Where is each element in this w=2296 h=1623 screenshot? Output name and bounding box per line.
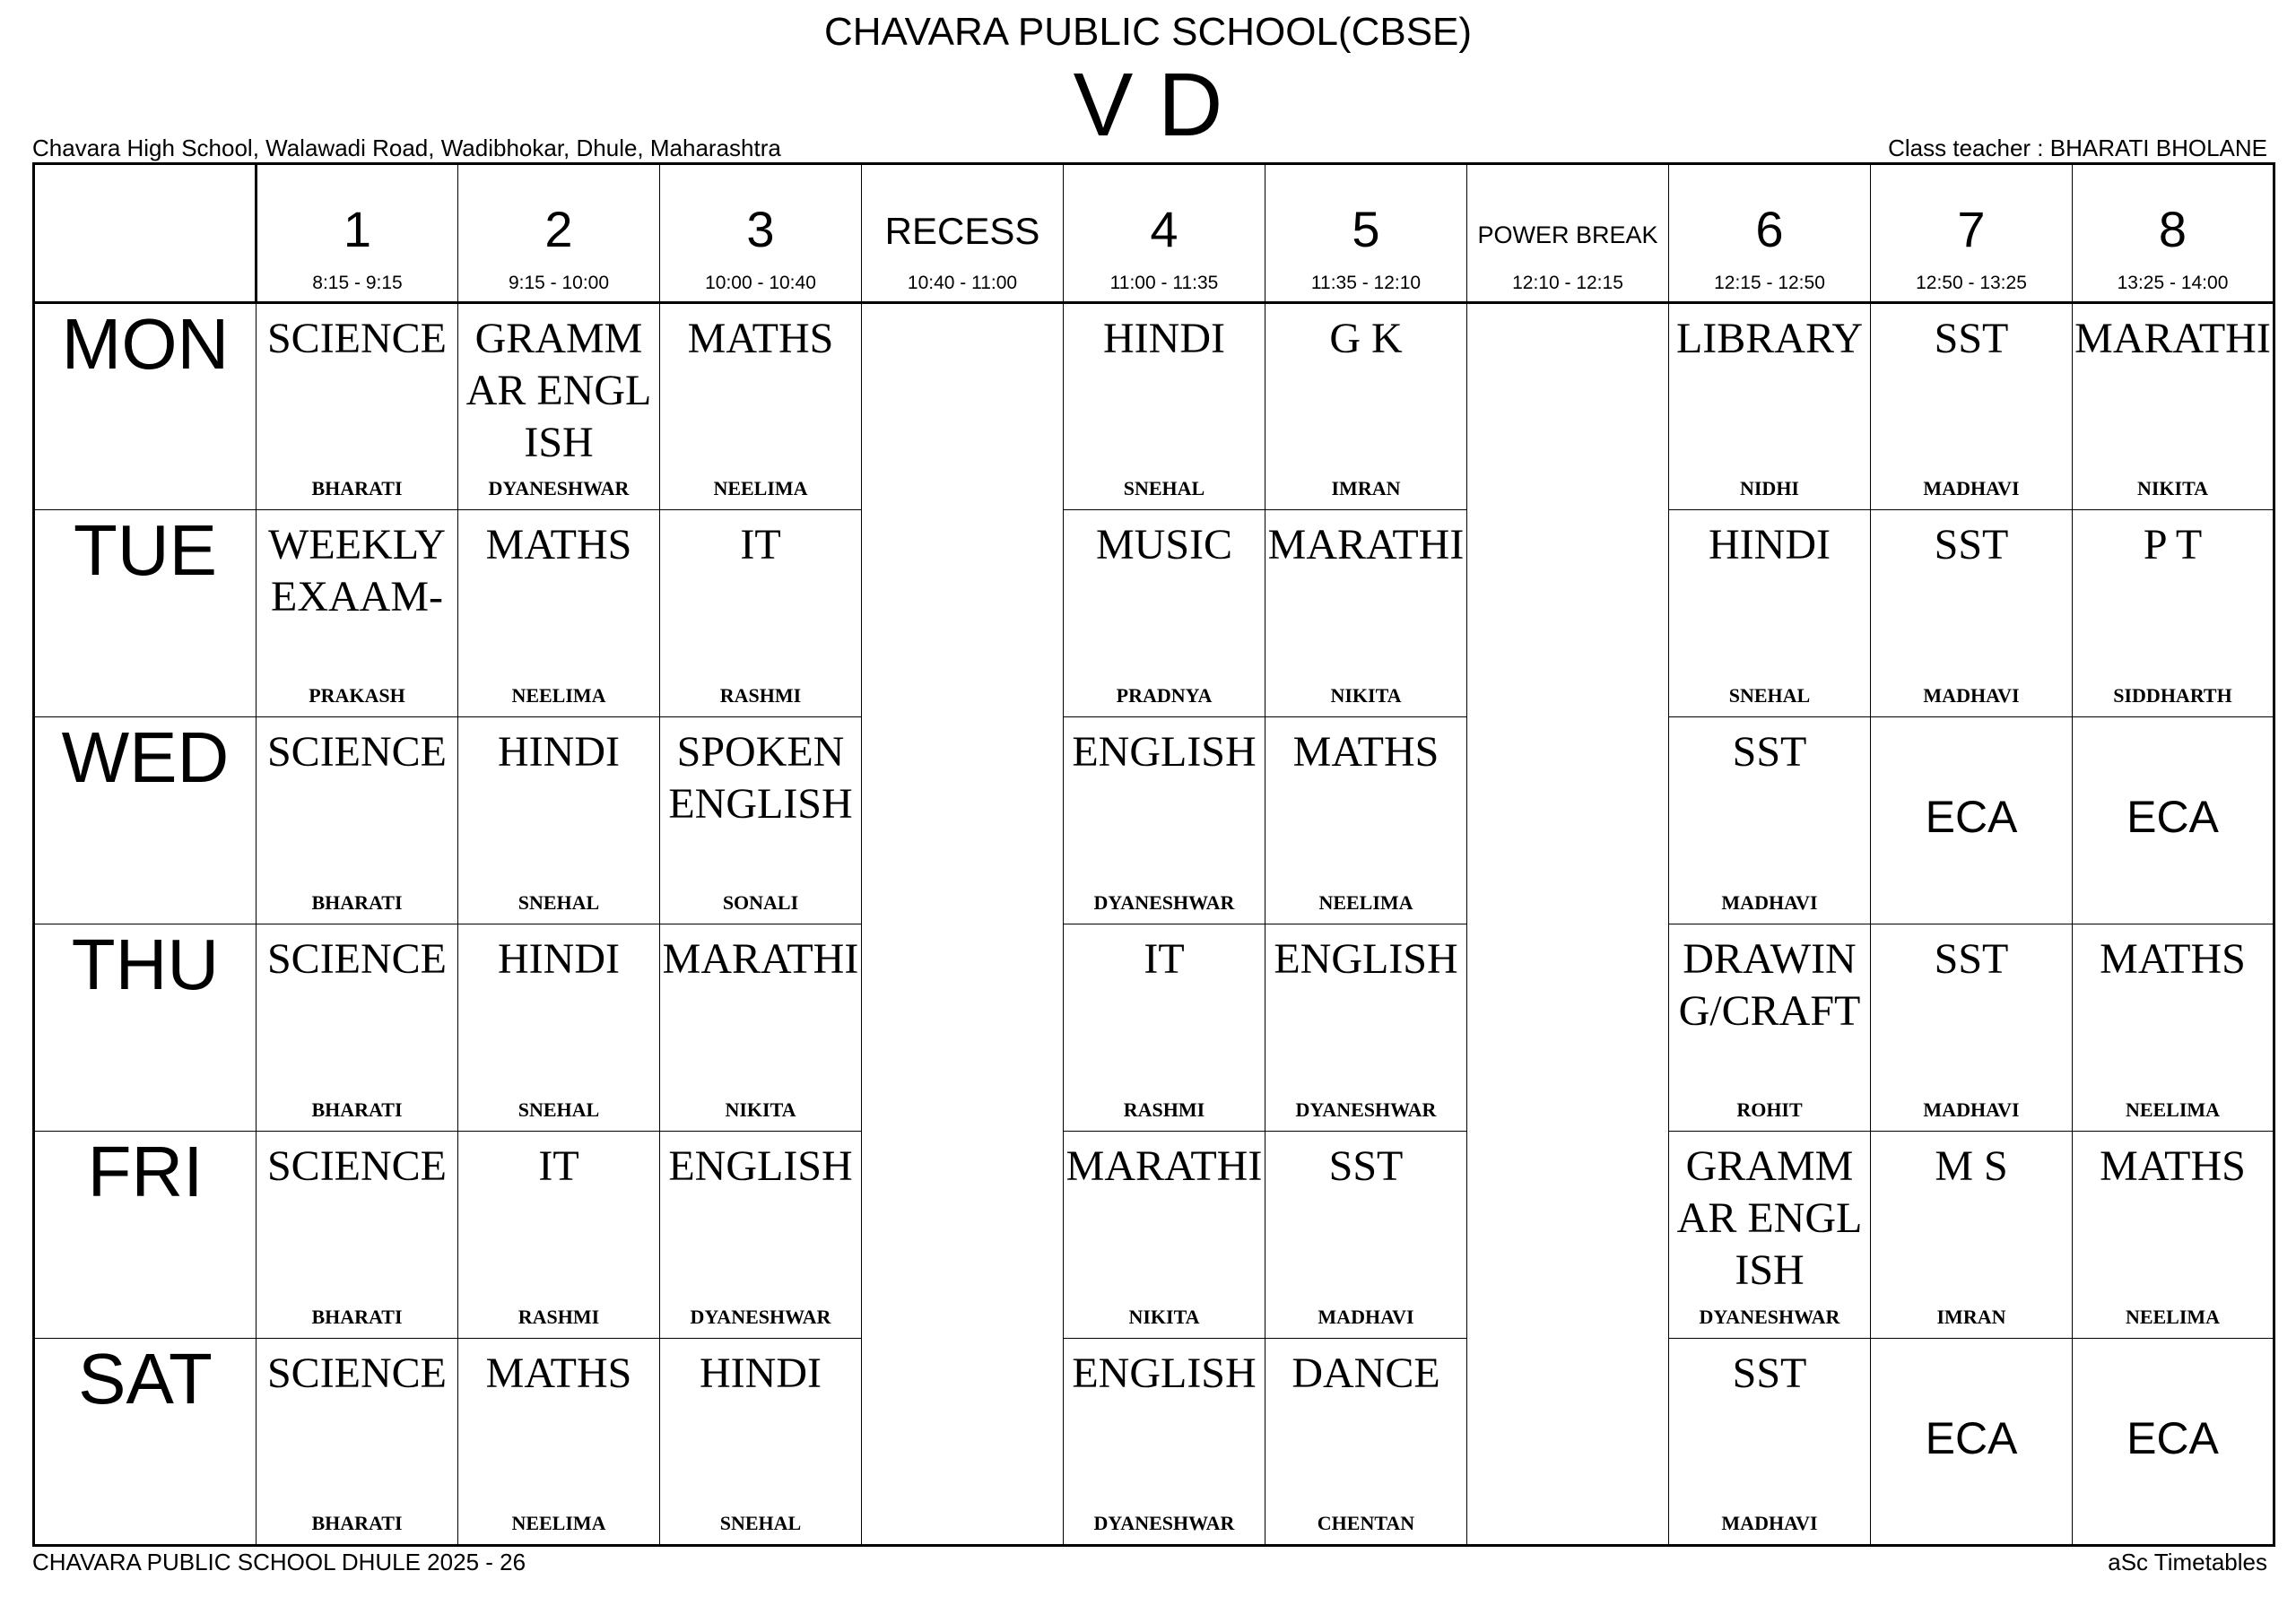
subject-name: SST [1934,521,2009,568]
teacher-name: MADHAVI [1923,684,2020,707]
lesson-cell [458,1132,660,1339]
subject-name: DANCE [1292,1350,1440,1397]
subject-name: MATHS [485,1350,632,1397]
class-teacher: Class teacher : BHARATI BHOLANE [1888,135,2267,161]
period-time: 13:25 - 14:00 [2117,273,2229,293]
lesson-cell [2073,924,2274,1132]
lesson-cell [458,303,660,510]
subject-name: HINDI [498,728,620,776]
school-title: CHAVARA PUBLIC SCHOOL(CBSE) [823,10,1473,54]
teacher-name: PRADNYA [1116,684,1213,707]
period-header-2 [660,164,862,303]
subject-name: ENGLISH [668,1142,853,1190]
teacher-name: SONALI [722,891,799,914]
subject-name: MATHS [1292,728,1439,776]
lesson-cell [257,924,458,1132]
lesson-cell [257,717,458,924]
lesson-cell [1064,717,1265,924]
period-label: 2 [544,201,573,257]
lesson-cell [1265,303,1467,510]
period-time: 11:35 - 12:10 [1310,273,1422,293]
teacher-name: NIKITA [2136,477,2209,499]
subject-name: ENGLISH [1274,935,1458,983]
teacher-name: RASHMI [517,1306,600,1328]
footer-software: aSc Timetables [2108,1549,2267,1575]
subject-name: MATHS [485,521,632,568]
subject-name: ECA [2126,792,2219,842]
day-label: FRI [34,1132,257,1339]
period-time: 12:50 - 13:25 [1916,273,2027,293]
period-label: POWER BREAK [1477,221,1658,248]
period-time: 10:00 - 10:40 [705,273,816,293]
teacher-name: MADHAVI [1721,1512,1818,1534]
day-row [34,303,2274,510]
subject-name: M S [1935,1142,2008,1190]
lesson-cell [1064,1132,1265,1339]
subject-name: G K [1329,315,1403,362]
lesson-cell [1265,1132,1467,1339]
teacher-name: BHARATI [311,891,403,914]
period-label: 4 [1150,201,1178,257]
lesson-cell [660,303,862,510]
subject-name: IT [740,521,781,568]
teacher-name: SNEHAL [719,1512,802,1534]
lesson-cell [2073,1339,2274,1546]
teacher-name: DYANESHWAR [1699,1306,1840,1328]
lesson-cell [458,510,660,717]
day-row [34,924,2274,1132]
lesson-cell [660,717,862,924]
teacher-name: NEELIMA [713,477,808,499]
footer-school-year: CHAVARA PUBLIC SCHOOL DHULE 2025 - 26 [32,1549,526,1575]
teacher-name: NIKITA [1128,1306,1200,1328]
period-label: 8 [2158,201,2187,257]
lesson-cell [1669,1339,1871,1546]
subject-name: MARATHI [1065,1142,1263,1190]
teacher-name: DYANESHWAR [1093,1512,1235,1534]
period-header-0 [257,164,458,303]
corner-cell [34,164,257,303]
teacher-name: MADHAVI [1923,1098,2020,1121]
subject-name: HINDI [498,935,620,983]
day-label: SAT [34,1339,257,1546]
lesson-cell [1064,1339,1265,1546]
lesson-cell [1669,1132,1871,1339]
day-row [34,1132,2274,1339]
subject-name: SCIENCE [266,315,447,362]
lesson-cell [257,1339,458,1546]
teacher-name: RASHMI [1123,1098,1205,1121]
day-label: MON [34,303,257,510]
teacher-name: SNEHAL [1123,477,1205,499]
subject-name: MATHS [2100,1142,2246,1190]
subject-name: GRAMMAR ENGLISH [1676,1142,1863,1294]
period-header-row [34,164,2274,303]
lesson-cell [1064,303,1265,510]
teacher-name: NEELIMA [2125,1098,2221,1121]
period-label: 3 [746,201,775,257]
subject-name: SPOKEN ENGLISH [668,728,853,828]
subject-name: MARATHI [662,935,859,983]
teacher-name: MADHAVI [1318,1306,1414,1328]
period-time: 10:40 - 11:00 [907,273,1018,293]
lesson-cell [1871,924,2073,1132]
lesson-cell [458,717,660,924]
teacher-name: IMRAN [1936,1306,2006,1328]
lesson-cell [1669,510,1871,717]
day-label: TUE [34,510,257,717]
subject-name: SST [1934,315,2009,362]
subject-name: ECA [1925,1413,2018,1463]
timetable [32,162,2275,1547]
lesson-cell [660,1132,862,1339]
lesson-cell [660,924,862,1132]
teacher-name: NEELIMA [1318,891,1413,914]
teacher-name: BHARATI [311,1306,403,1328]
teacher-name: DYANESHWAR [1295,1098,1437,1121]
period-label: RECESS [884,210,1040,252]
teacher-name: RASHMI [719,684,802,707]
lesson-cell [1265,510,1467,717]
lesson-cell [1265,717,1467,924]
lesson-cell [1871,1339,2073,1546]
period-header-8 [1871,164,2073,303]
period-label: 7 [1957,201,1986,257]
day-row [34,1339,2274,1546]
subject-name: SST [1732,728,1807,776]
teacher-name: NIKITA [1330,684,1402,707]
lesson-cell [257,510,458,717]
lesson-cell [1871,303,2073,510]
teacher-name: BHARATI [311,1098,403,1121]
period-header-3 [862,164,1064,303]
subject-name: HINDI [1103,315,1225,362]
subject-name: ENGLISH [1072,728,1257,776]
teacher-name: DYANESHWAR [690,1306,831,1328]
lesson-cell [1669,717,1871,924]
period-time: 11:00 - 11:35 [1109,273,1219,293]
class-name: V D [1073,55,1223,155]
subject-name: MARATHI [2074,315,2271,362]
teacher-name: SIDDHARTH [2113,684,2232,707]
subject-name: SST [1328,1142,1404,1190]
teacher-name: NIDHI [1739,477,1799,499]
power-break-column [1467,303,1669,1546]
lesson-cell [1064,924,1265,1132]
subject-name: SCIENCE [266,728,447,776]
period-label: 6 [1755,201,1784,257]
lesson-cell [2073,1132,2274,1339]
subject-name: MUSIC [1095,521,1233,568]
teacher-name: DYANESHWAR [1093,891,1235,914]
day-row [34,717,2274,924]
subject-name: SST [1732,1350,1807,1397]
teacher-name: MADHAVI [1721,891,1818,914]
subject-name: SCIENCE [266,1350,447,1397]
lesson-cell [257,303,458,510]
lesson-cell [1871,1132,2073,1339]
lesson-cell [1871,510,2073,717]
subject-name: GRAMMAR ENGLISH [465,315,652,466]
teacher-name: NEELIMA [511,1512,606,1534]
lesson-cell [1669,303,1871,510]
teacher-name: BHARATI [311,477,403,499]
subject-name: LIBRARY [1675,315,1864,362]
teacher-name: NEELIMA [2125,1306,2221,1328]
school-address: Chavara High School, Walawadi Road, Wadibhokar, Dhule, Maharashtra [32,135,781,161]
subject-name: MATHS [2100,935,2246,983]
lesson-cell [1064,510,1265,717]
subject-name: DRAWING/CRAFT [1678,935,1861,1035]
teacher-name: ROHIT [1736,1098,1803,1121]
lesson-cell [660,1339,862,1546]
subject-name: WEEKLY EXAAM- [268,521,446,621]
subject-name: MATHS [687,315,834,362]
day-row [34,510,2274,717]
lesson-cell [257,1132,458,1339]
subject-name: IT [538,1142,579,1190]
period-header-9 [2073,164,2274,303]
teacher-name: IMRAN [1331,477,1401,499]
subject-name: HINDI [1709,521,1831,568]
subject-name: ECA [1925,792,2018,842]
lesson-cell [1669,924,1871,1132]
lesson-cell [1265,1339,1467,1546]
period-label: 1 [343,201,372,257]
subject-name: P T [2143,521,2203,568]
subject-name: HINDI [700,1350,822,1397]
period-header-5 [1265,164,1467,303]
subject-name: SCIENCE [266,1142,447,1190]
day-label: THU [34,924,257,1132]
teacher-name: NEELIMA [511,684,606,707]
period-header-4 [1064,164,1265,303]
subject-name: SST [1934,935,2009,983]
period-header-7 [1669,164,1871,303]
lesson-cell [2073,303,2274,510]
lesson-cell [1871,717,2073,924]
period-label: 5 [1352,201,1380,257]
recess-column [862,303,1064,1546]
period-header-1 [458,164,660,303]
period-time: 8:15 - 9:15 [312,273,403,293]
lesson-cell [2073,510,2274,717]
teacher-name: BHARATI [311,1512,403,1534]
subject-name: SCIENCE [266,935,447,983]
lesson-cell [2073,717,2274,924]
teacher-name: DYANESHWAR [488,477,630,499]
subject-name: IT [1144,935,1185,983]
teacher-name: MADHAVI [1923,477,2020,499]
period-time: 12:10 - 12:15 [1512,273,1623,293]
subject-name: ECA [2126,1413,2219,1463]
teacher-name: SNEHAL [517,1098,600,1121]
teacher-name: SNEHAL [1728,684,1811,707]
timetable-body [34,164,2274,1546]
period-time: 9:15 - 10:00 [508,273,610,293]
teacher-name: PRAKASH [309,684,405,707]
teacher-name: NIKITA [725,1098,796,1121]
lesson-cell [458,1339,660,1546]
lesson-cell [1265,924,1467,1132]
day-label: WED [34,717,257,924]
lesson-cell [458,924,660,1132]
period-header-6 [1467,164,1669,303]
lesson-cell [660,510,862,717]
subject-name: MARATHI [1267,521,1465,568]
teacher-name: SNEHAL [517,891,600,914]
subject-name: ENGLISH [1072,1350,1257,1397]
period-time: 12:15 - 12:50 [1714,273,1825,293]
teacher-name: CHENTAN [1317,1512,1415,1534]
